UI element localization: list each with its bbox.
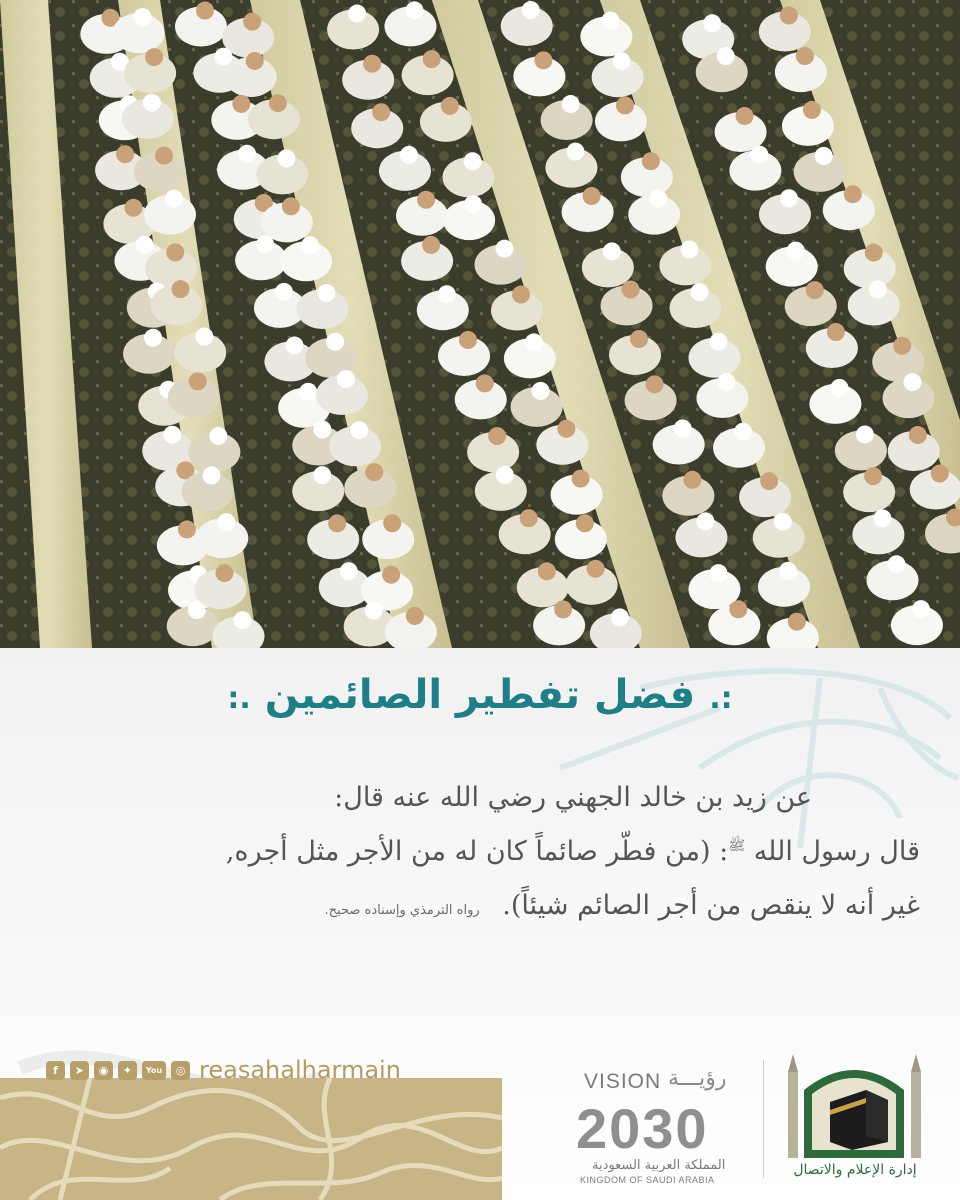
kingdom-name-en: KINGDOM OF SAUDI ARABIA bbox=[580, 1175, 715, 1185]
worshipper-head bbox=[282, 197, 300, 215]
worshipper-head bbox=[557, 420, 575, 438]
worshipper-head bbox=[417, 191, 435, 209]
worshipper-head bbox=[912, 600, 930, 618]
youtube-icon[interactable]: You bbox=[142, 1061, 166, 1080]
worshipper-head bbox=[525, 333, 543, 351]
worshipper-head bbox=[188, 601, 206, 619]
worshipper-head bbox=[622, 281, 640, 299]
worshipper-head bbox=[734, 423, 752, 441]
worshipper-head bbox=[145, 48, 163, 66]
worshipper-head bbox=[365, 601, 383, 619]
worshipper-head bbox=[144, 329, 162, 347]
worshipper-head bbox=[869, 280, 887, 298]
worshipper-head bbox=[496, 466, 514, 484]
page-title bbox=[0, 672, 960, 718]
worshipper-head bbox=[538, 562, 556, 580]
worshipper-head bbox=[464, 195, 482, 213]
worshipper-head bbox=[554, 600, 572, 618]
worshipper-head bbox=[780, 7, 798, 25]
worshipper-head bbox=[566, 143, 584, 161]
worshipper-head bbox=[340, 562, 358, 580]
hadith-line-2-a: قال رسول الله bbox=[753, 836, 920, 867]
worshipper-head bbox=[750, 146, 768, 164]
worshipper-head bbox=[363, 55, 381, 73]
worshipper-head bbox=[909, 426, 927, 444]
worshipper-head bbox=[893, 337, 911, 355]
worshipper-head bbox=[683, 471, 701, 489]
worshipper-head bbox=[195, 328, 213, 346]
instagram-icon[interactable]: ◎ bbox=[171, 1061, 190, 1080]
worshipper-head bbox=[269, 94, 287, 112]
worshipper-head bbox=[583, 187, 601, 205]
worshipper-head bbox=[616, 96, 634, 114]
saw-glyph: ﷺ bbox=[728, 838, 746, 854]
presidency-logo bbox=[782, 1050, 927, 1162]
worshipper-head bbox=[285, 337, 303, 355]
worshipper-head bbox=[165, 190, 183, 208]
hadith-line-3 bbox=[40, 890, 920, 921]
worshipper-head bbox=[788, 613, 806, 631]
worshipper-head bbox=[787, 242, 805, 260]
worshipper-head bbox=[163, 426, 181, 444]
worshipper-head bbox=[232, 95, 250, 113]
worshipper-head bbox=[337, 370, 355, 388]
worshipper-head bbox=[856, 425, 874, 443]
vision-year: 2030 bbox=[576, 1097, 709, 1160]
footer-divider bbox=[763, 1060, 764, 1178]
vision-word-ar: رؤيـــة bbox=[668, 1066, 727, 1091]
worshipper-head bbox=[135, 236, 153, 254]
worshipper-head bbox=[166, 243, 184, 261]
worshipper-head bbox=[931, 465, 949, 483]
worshipper-head bbox=[522, 1, 540, 19]
worshipper-head bbox=[576, 514, 594, 532]
worshipper-head bbox=[830, 379, 848, 397]
worshipper-head bbox=[520, 509, 538, 527]
worshipper-head bbox=[864, 467, 882, 485]
worshipper-head bbox=[703, 14, 721, 32]
worshipper-head bbox=[496, 240, 514, 258]
worshipper-head bbox=[383, 514, 401, 532]
gold-pattern-band bbox=[0, 1078, 502, 1200]
worshipper-head bbox=[572, 470, 590, 488]
worshipper-head bbox=[873, 509, 891, 527]
worshipper-head bbox=[372, 103, 390, 121]
worshipper-head bbox=[779, 562, 797, 580]
worshipper-head bbox=[317, 284, 335, 302]
worshipper-head bbox=[246, 52, 264, 70]
worshipper-head bbox=[243, 13, 261, 31]
worshipper-head bbox=[844, 185, 862, 203]
worshipper-head bbox=[464, 152, 482, 170]
worshipper-head bbox=[760, 472, 778, 490]
worshipper-head bbox=[827, 323, 845, 341]
worshipper-head bbox=[562, 95, 580, 113]
worshipper-head bbox=[423, 50, 441, 68]
title-ornament-left: .: bbox=[227, 681, 251, 716]
worshipper-head bbox=[116, 145, 134, 163]
worshipper-head bbox=[275, 283, 293, 301]
worshipper-head bbox=[196, 2, 214, 20]
worshipper-head bbox=[171, 280, 189, 298]
worshipper-head bbox=[532, 382, 550, 400]
hadith-line-1: عن زيد بن خالد الجهني رضي الله عنه قال: bbox=[334, 782, 812, 813]
worshipper-head bbox=[717, 47, 735, 65]
worshipper-head bbox=[603, 242, 621, 260]
worshipper-head bbox=[512, 286, 530, 304]
worshipper-head bbox=[674, 419, 692, 437]
worshipper-head bbox=[696, 512, 714, 530]
worshipper-head bbox=[178, 520, 196, 538]
telegram-icon[interactable]: ➤ bbox=[70, 1061, 89, 1080]
worshipper-head bbox=[350, 421, 368, 439]
worshipper-head bbox=[709, 333, 727, 351]
worshipper-head bbox=[348, 5, 366, 23]
worshipper-head bbox=[365, 463, 383, 481]
vision-word-en: VISION bbox=[584, 1070, 662, 1093]
worshipper-head bbox=[328, 514, 346, 532]
worshipper-head bbox=[155, 147, 173, 165]
worshipper-head bbox=[488, 427, 506, 445]
worshipper-head bbox=[406, 607, 424, 625]
worshipper-head bbox=[406, 1, 424, 19]
worshipper-head bbox=[215, 564, 233, 582]
worshipper-head bbox=[613, 52, 631, 70]
kingdom-name-ar: المملكة العربية السعودية bbox=[592, 1158, 726, 1173]
worshipper-head bbox=[806, 281, 824, 299]
worshipper-head bbox=[438, 285, 456, 303]
hadith-line-3-text: غير أنه لا ينقص من أجر الصائم شيئاً). bbox=[502, 890, 920, 921]
worshipper-head bbox=[649, 190, 667, 208]
worshipper-head bbox=[736, 107, 754, 125]
facebook-icon[interactable]: f bbox=[46, 1061, 65, 1080]
worshipper-head bbox=[277, 149, 295, 167]
worshipper-head bbox=[214, 48, 232, 66]
worshipper-head bbox=[709, 564, 727, 582]
worshipper-head bbox=[256, 235, 274, 253]
worshipper-head bbox=[203, 467, 221, 485]
worshipper-head bbox=[233, 611, 251, 629]
worshipper-head bbox=[796, 47, 814, 65]
worshipper-head bbox=[313, 466, 331, 484]
worshipper-head bbox=[887, 555, 905, 573]
worshipper-head bbox=[238, 145, 256, 163]
worshipper-head bbox=[189, 372, 207, 390]
worshipper-head bbox=[680, 240, 698, 258]
worshipper-head bbox=[422, 236, 440, 254]
hadith-line-2-b: : (من فطّر صائماً كان له من الأجر مثل أجره, bbox=[225, 836, 729, 867]
worshipper-head bbox=[133, 8, 151, 26]
hadith-line-2 bbox=[40, 836, 920, 867]
worshipper-head bbox=[774, 513, 792, 531]
hadith-source: رواه الترمذي وإسناده صحيح. bbox=[324, 903, 480, 918]
worshipper-head bbox=[646, 375, 664, 393]
worshipper-head bbox=[803, 101, 821, 119]
worshipper-head bbox=[209, 427, 227, 445]
worshipper-head bbox=[780, 189, 798, 207]
worshipper-head bbox=[815, 147, 833, 165]
worshipper-head bbox=[459, 331, 477, 349]
worshipper-head bbox=[611, 608, 629, 626]
twitter-icon[interactable]: ✦ bbox=[118, 1061, 137, 1080]
worshipper-head bbox=[143, 94, 161, 112]
worshipper-head bbox=[124, 199, 142, 217]
title-text: فضل تفطير الصائمين bbox=[264, 672, 696, 718]
worshipper-head bbox=[903, 373, 921, 391]
social-handle[interactable]: reasahalharmain bbox=[199, 1056, 401, 1084]
worshipper-head bbox=[441, 97, 459, 115]
worshipper-head bbox=[326, 333, 344, 351]
worshipper-head bbox=[534, 51, 552, 69]
worshipper-head bbox=[301, 236, 319, 254]
worshipper-head bbox=[691, 283, 709, 301]
worshipper-head bbox=[400, 146, 418, 164]
worshipper-head bbox=[601, 12, 619, 30]
vision-2030-logo bbox=[576, 1066, 746, 1186]
social-bar bbox=[46, 1056, 401, 1084]
periscope-icon[interactable]: ◉ bbox=[94, 1061, 113, 1080]
worshipper-head bbox=[313, 420, 331, 438]
worshipper-head bbox=[587, 560, 605, 578]
worshipper-head bbox=[299, 383, 317, 401]
worshipper-head bbox=[729, 600, 747, 618]
worshipper-head bbox=[642, 152, 660, 170]
worshipper-head bbox=[476, 374, 494, 392]
title-ornament-right: :. bbox=[709, 681, 733, 716]
worshipper-head bbox=[865, 244, 883, 262]
worshipper-head bbox=[717, 373, 735, 391]
worshipper-head bbox=[217, 513, 235, 531]
department-name: إدارة الإعلام والاتصال bbox=[793, 1162, 917, 1178]
worshipper-head bbox=[382, 566, 400, 584]
worshipper-head bbox=[630, 330, 648, 348]
